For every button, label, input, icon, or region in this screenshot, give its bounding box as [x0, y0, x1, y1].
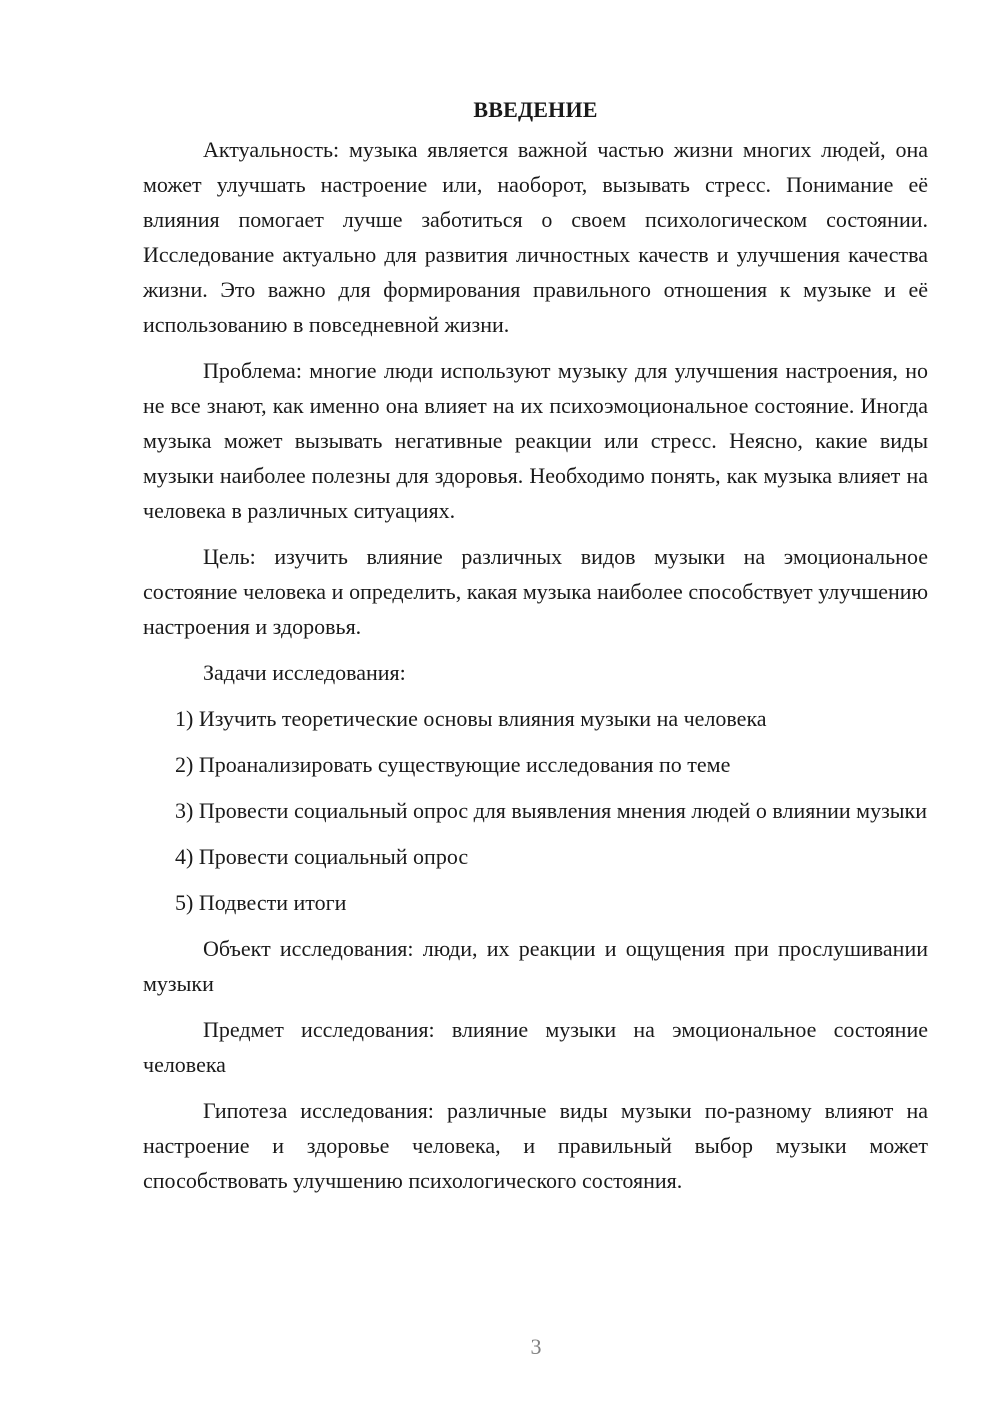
- object-paragraph: Объект исследования: люди, их реакции и ощущения при прослушивании музыки: [143, 936, 928, 996]
- relevance-paragraph: Актуальность: музыка является важной частью жизни многих людей, она может улучшать настроение или, наоборот, вызывать стресс. Понимание её влияния помогает лучше заботиться о своем психологическом состоянии. Исследование актуально для развития личностных качеств и улучшения качества жизни. Это важно для формирования правильного отношения к музыке и её использованию в повседневной жизни.: [143, 137, 928, 337]
- task-item-5: 5) Подвести итоги: [175, 890, 347, 915]
- page-number: 3: [530, 1334, 542, 1359]
- task-item-4: 4) Провести социальный опрос: [175, 844, 469, 869]
- task-item-1: 1) Изучить теоретические основы влияния музыки на человека: [175, 706, 767, 731]
- hypothesis-paragraph: Гипотеза исследования: различные виды музыки по-разному влияют на настроение и здоровье человека, и правильный выбор музыки может способствовать улучшению психологического состояния.: [143, 1098, 928, 1193]
- problem-paragraph: Проблема: многие люди используют музыку для улучшения настроения, но не все знают, как именно она влияет на их психоэмоциональное состояние. Иногда музыка может вызывать негативные реакции или стресс. Неясно, какие виды музыки наиболее полезны для здоровья. Необходимо понять, как музыка влияет на человека в различных ситуациях.: [143, 358, 928, 523]
- task-item-3: 3) Провести социальный опрос для выявления мнения людей о влиянии музыки: [175, 798, 928, 823]
- section-title: ВВЕДЕНИЕ: [473, 97, 598, 122]
- subject-paragraph: Предмет исследования: влияние музыки на эмоциональное состояние человека: [143, 1017, 928, 1077]
- goal-paragraph: Цель: изучить влияние различных видов музыки на эмоциональное состояние человека и определить, какая музыка наиболее способствует улучшению настроения и здоровья.: [143, 544, 928, 639]
- task-item-2: 2) Проанализировать существующие исследования по теме: [175, 752, 731, 777]
- tasks-heading: Задачи исследования:: [203, 660, 406, 685]
- page-content: [143, 88, 928, 1209]
